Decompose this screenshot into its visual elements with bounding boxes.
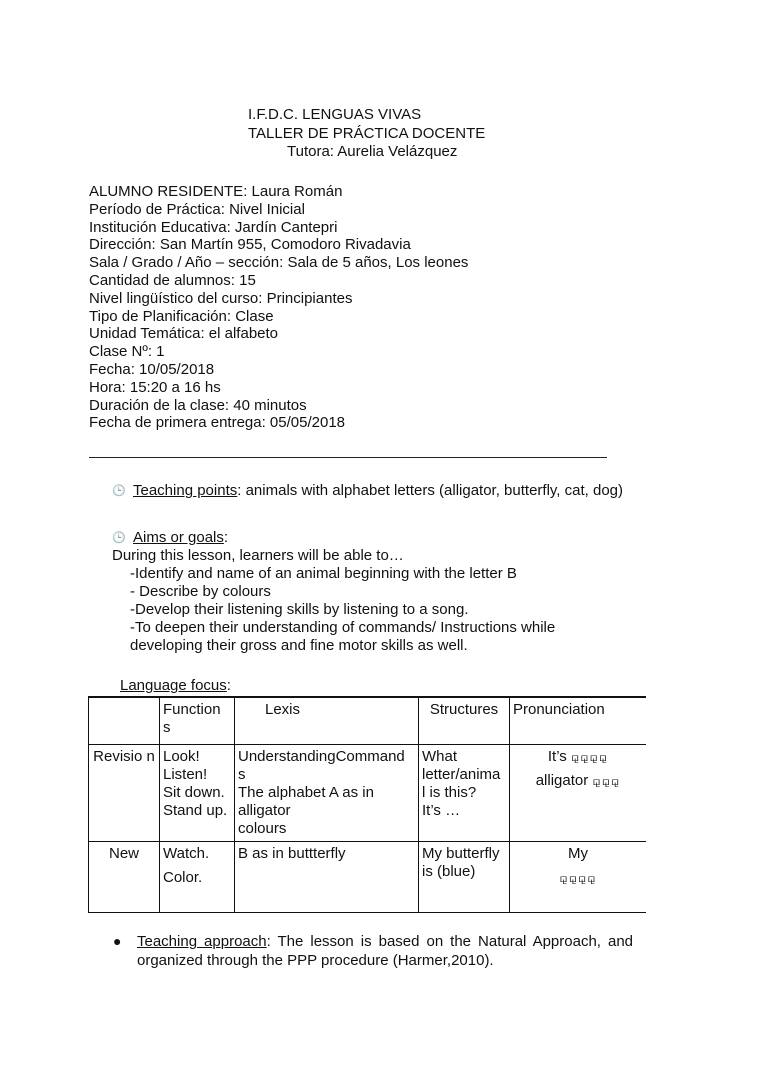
table-header-row [89, 697, 647, 745]
aim-item: developing their gross and fine motor skills as well. [130, 637, 468, 654]
info-line: Cantidad de alumnos: 15 [89, 271, 256, 289]
lexis-cell [235, 745, 419, 842]
info-line: Hora: 15:20 a 16 hs [89, 378, 221, 396]
phonetic-symbols-icon: ⚼⚼⚼⚼ [570, 750, 609, 764]
info-line: Institución Educativa: Jardín Cantepri [89, 218, 338, 236]
bullet-dot-icon: ● [113, 933, 122, 949]
aims-list [112, 547, 555, 655]
aims-intro: During this lesson, learners will be able to… [112, 547, 404, 564]
stage-cell: Revisio n [89, 745, 160, 842]
header-tutor: Tutora: Aurelia Velázquez [287, 143, 458, 160]
teaching-approach-text: : The lesson is based on the Natural Approach, and organized through the PPP procedure (Harmer,2010). [137, 933, 633, 969]
info-line: Nivel lingüístico del curso: Principiantes [89, 289, 353, 307]
info-line: Período de Práctica: Nivel Inicial [89, 200, 305, 218]
aims-colon: : [223, 529, 229, 546]
student-info-block [89, 183, 468, 432]
section-divider [89, 457, 607, 458]
function-item: Watch. [163, 845, 210, 862]
info-line: Duración de la clase: 40 minutos [89, 396, 307, 414]
function-item: Sit down. [163, 784, 225, 801]
aim-item: -Develop their listening skills by listening to a song. [130, 601, 469, 618]
info-line: Sala / Grado / Año – sección: Sala de 5 años, Los leones [89, 254, 469, 272]
language-focus-heading [120, 677, 231, 695]
structure-line: What [422, 748, 458, 765]
clock-bullet-icon: 🕒 [112, 485, 126, 497]
info-line: Fecha de primera entrega: 05/05/2018 [89, 414, 346, 432]
language-focus-colon: : [226, 677, 231, 694]
aim-item: -To deepen their understanding of commands/ Instructions while [130, 619, 556, 636]
pron-word: alligator [535, 772, 589, 789]
structure-line: letter/anima [422, 766, 501, 783]
lexis-line: UnderstandingCommand [238, 748, 405, 765]
lexis-line: s [238, 766, 246, 783]
aim-item: -Identify and name of an animal beginning with the letter B [130, 565, 517, 582]
info-line: Unidad Temática: el alfabeto [89, 325, 279, 343]
language-focus-table [88, 696, 646, 913]
teaching-points-label: Teaching points [133, 482, 238, 499]
clock-bullet-icon: 🕒 [112, 532, 126, 544]
header-cell-pronunciation: Pronunciation [510, 697, 647, 745]
info-line: ALUMNO RESIDENTE: Laura Román [89, 183, 343, 200]
header-cell-functions: Function s [160, 697, 235, 745]
function-item: Look! [163, 748, 200, 765]
pron-word: It’s [547, 748, 567, 765]
phonetic-symbols-icon: ⚼⚼⚼ [592, 774, 621, 788]
header-cell-stage [89, 697, 160, 745]
header-cell-lexis: Lexis [235, 697, 419, 745]
aim-item: - Describe by colours [130, 583, 271, 600]
pronunciation-cell [510, 842, 647, 913]
table-row [89, 842, 647, 913]
structure-line: l is this? [422, 784, 477, 801]
info-line: Tipo de Planificación: Clase [89, 307, 274, 325]
pron-word: My [568, 845, 588, 862]
info-line: Dirección: San Martín 955, Comodoro Rivadavia [89, 236, 411, 254]
function-item: Stand up. [163, 802, 228, 819]
lexis-line: alligator [238, 802, 291, 819]
structure-line: is (blue) [422, 863, 476, 880]
structures-cell [419, 745, 510, 842]
lexis-line: The alphabet A as in [238, 784, 374, 801]
teaching-points-text: : animals with alphabet letters (alligator, butterfly, cat, dog) [237, 482, 623, 499]
table-row [89, 745, 647, 842]
header-institute: I.F.D.C. LENGUAS VIVAS [248, 106, 422, 123]
function-item: Color. [163, 869, 203, 886]
header-workshop: TALLER DE PRÁCTICA DOCENTE [248, 125, 486, 142]
pronunciation-cell [510, 745, 647, 842]
teaching-points [112, 481, 642, 501]
phonetic-symbols-icon: ⚼⚼⚼⚼ [559, 871, 597, 885]
function-item: Listen! [163, 766, 208, 783]
aims-label: Aims or goals [133, 529, 224, 546]
lexis-line: B as in buttterfly [238, 845, 346, 862]
aims-heading [112, 528, 642, 548]
lexis-line: colours [238, 820, 287, 837]
lexis-cell [235, 842, 419, 913]
teaching-approach-label: Teaching approach [137, 933, 267, 950]
header-cell-structures: Structures [419, 697, 510, 745]
stage-cell: New [89, 842, 160, 913]
structure-line: My butterfly [422, 845, 500, 862]
structures-cell [419, 842, 510, 913]
functions-cell [160, 842, 235, 913]
info-line: Clase Nº: 1 [89, 343, 165, 361]
teaching-approach-text-block [137, 932, 633, 970]
functions-cell [160, 745, 235, 842]
info-line: Fecha: 10/05/2018 [89, 360, 215, 378]
structure-line: It’s … [422, 802, 461, 819]
language-focus-label: Language focus [120, 677, 227, 694]
